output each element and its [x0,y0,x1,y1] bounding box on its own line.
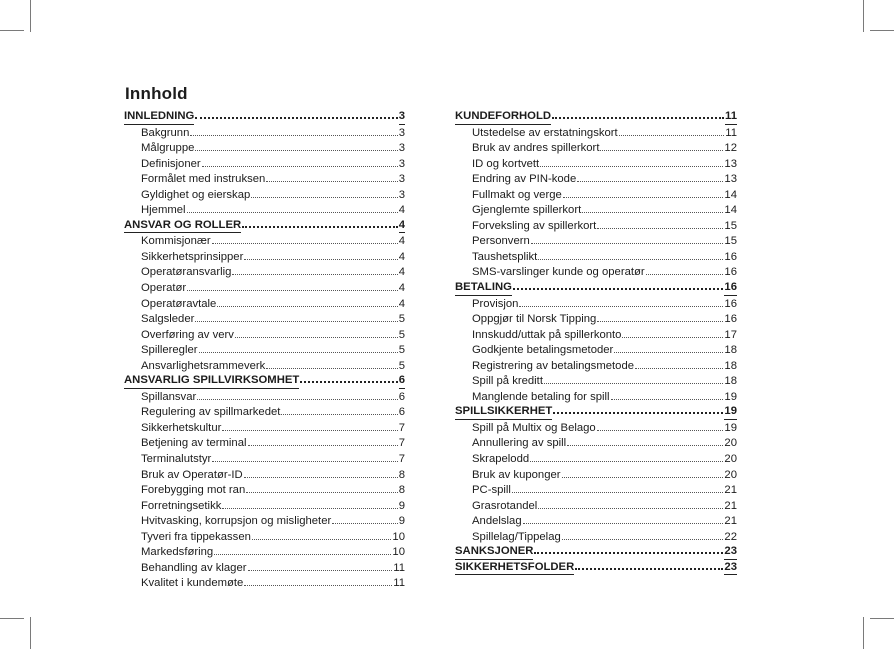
toc-entry-title: Operatøransvarlig [141,266,232,279]
toc-entry-title: Kommisjonær [141,235,211,248]
toc-entry [455,203,737,219]
toc-page-number: 16 [724,250,737,263]
toc-page-number: 21 [724,484,737,497]
toc-entry [124,188,405,204]
toc-entry [124,234,405,250]
crop-mark [0,618,24,619]
toc-entry-title: SMS-varslinger kunde og operatør [472,266,645,279]
toc-entry [124,390,405,406]
toc-section-heading [455,561,737,577]
toc-entry [455,452,737,468]
toc-entry [455,483,737,499]
toc-entry-title: Taushetsplikt [472,250,538,263]
crop-mark [870,618,894,619]
toc-entry-title: Spill på kreditt [472,375,543,388]
toc-entry [455,312,737,328]
toc-entry [124,405,405,421]
dot-leader [244,475,398,478]
toc-entry-title: Spill på Multix og Belago [472,421,596,434]
toc-entry [124,359,405,375]
toc-entry [455,250,737,266]
dot-leader [251,195,397,198]
dot-leader [582,210,723,213]
dot-leader [619,133,725,136]
toc-entry [455,436,737,452]
dot-leader [611,397,724,400]
toc-entry-title: Grasrotandel [472,499,538,512]
toc-page-number: 15 [724,235,737,248]
toc-entry-title: Sikkerhetskultur [141,421,222,434]
toc-page-number: 23 [724,561,737,576]
toc-page-number: 3 [398,126,405,139]
toc-entry [124,297,405,313]
dot-leader [512,490,724,493]
toc-page-number: 10 [392,546,405,559]
toc-entry [455,188,737,204]
toc-entry-title: Hvitvasking, korrupsjon og misligheter [141,515,332,528]
toc-entry-title: Godkjente betalingsmetoder [472,344,614,357]
toc-entry-title: Operatør [141,282,187,295]
toc-page-number: 18 [724,344,737,357]
toc-entry-title: Salgsleder [141,313,195,326]
dot-leader [563,195,724,198]
toc-entry [124,157,405,173]
toc-entry [124,126,405,142]
toc-entry-title: Spillansvar [141,390,197,403]
toc-page-number: 13 [724,173,737,186]
toc-entry [124,483,405,499]
toc-entry [124,561,405,577]
toc-page-number: 20 [724,468,737,481]
toc-entry-title: SIKKERHETSFOLDER [455,561,574,576]
dot-leader [195,115,397,119]
toc-entry [124,436,405,452]
dot-leader [242,224,398,228]
toc-left-column [124,110,405,592]
toc-page-number: 20 [724,453,737,466]
dot-leader [199,350,398,353]
toc-entry [124,452,405,468]
crop-mark [870,30,894,31]
crop-mark [0,30,24,31]
dot-leader [597,319,723,322]
toc-page-number: 8 [398,468,405,481]
toc-page-number: 4 [398,235,405,248]
toc-entry-title: INNLEDNING [124,110,194,125]
toc-page-number: 9 [398,515,405,528]
toc-entry-title: Personvern [472,235,530,248]
toc-entry [455,499,737,515]
toc-page-number: 5 [398,359,405,372]
toc-entry [455,468,737,484]
dot-leader [222,506,397,509]
toc-page-number: 17 [724,328,737,341]
dot-leader [197,397,397,400]
dot-leader [538,257,723,260]
dot-leader [212,459,397,462]
toc-page-number: 18 [724,375,737,388]
toc-entry-title: Regulering av spillmarkedet [141,406,281,419]
toc-entry [124,312,405,328]
toc-entry-title: Spilleregler [141,344,198,357]
dot-leader [600,148,723,151]
toc-page-number: 9 [398,499,405,512]
dot-leader [266,179,397,182]
toc-entry-title: Spillelag/Tippelag [472,530,561,543]
toc-entry-title: Bakgrunn [141,126,190,139]
toc-page-number: 14 [724,188,737,201]
toc-page-number: 19 [724,390,737,403]
toc-section-heading [124,374,405,390]
dot-leader [552,115,724,119]
crop-mark [30,0,31,32]
dot-leader [534,550,723,554]
toc-entry-title: SPILLSIKKERHET [455,405,552,420]
toc-entry [455,530,737,546]
dot-leader [332,521,397,524]
toc-page-number: 4 [398,282,405,295]
dot-leader [187,210,398,213]
toc-page-number: 20 [724,437,737,450]
toc-section-heading [455,281,737,297]
dot-leader [222,428,397,431]
dot-leader [513,286,724,290]
toc-page-number: 6 [399,374,405,389]
toc-page-number: 16 [724,266,737,279]
dot-leader [531,241,724,244]
toc-page-number: 4 [398,266,405,279]
toc-page-number: 21 [724,499,737,512]
toc-page-number: 11 [393,577,405,590]
dot-leader [646,272,724,275]
toc-page-number: 6 [398,390,405,403]
dot-leader [232,272,397,275]
toc-entry-title: Registrering av betalingsmetode [472,359,635,372]
toc-page-number: 23 [724,545,737,560]
toc-page-number: 5 [398,328,405,341]
toc-entry-title: Tyveri fra tippekassen [141,530,251,543]
dot-leader [252,537,392,540]
dot-leader [244,583,392,586]
toc-page-number: 16 [724,281,737,296]
toc-entry [124,530,405,546]
toc-entry-title: Bruk av andres spillerkort [472,142,600,155]
toc-page-number: 10 [392,530,405,543]
toc-page-number: 15 [724,219,737,232]
toc-entry-title: PC-spill [472,484,511,497]
dot-leader [567,443,723,446]
toc-section-heading [124,219,405,235]
toc-entry [455,219,737,235]
toc-entry-title: Kvalitet i kundemøte [141,577,244,590]
dot-leader [195,148,397,151]
crop-mark [863,0,864,32]
toc-entry [455,234,737,250]
toc-entry [455,421,737,437]
toc-section-heading [455,545,737,561]
toc-page-number: 14 [724,204,737,217]
toc-page-number: 19 [724,405,737,420]
toc-entry-title: Hjemmel [141,204,186,217]
toc-page-number: 4 [398,297,405,310]
dot-leader [540,164,723,167]
toc-page-number: 5 [398,344,405,357]
toc-entry [124,514,405,530]
toc-page-number: 11 [725,126,737,139]
toc-entry [124,265,405,281]
toc-entry [124,281,405,297]
toc-entry [124,203,405,219]
toc-entry [124,499,405,515]
dot-leader [214,552,391,555]
dot-leader [266,366,397,369]
dot-leader [562,537,724,540]
toc-page-number: 4 [399,219,405,234]
toc-entry-title: Gyldighet og eierskap [141,188,251,201]
toc-entry-title: Gjenglemte spillerkort [472,204,582,217]
toc-section-heading [455,110,737,126]
dot-leader [597,226,723,229]
toc-entry-title: Betjening av terminal [141,437,247,450]
toc-entry-title: Bruk av Operatør-ID [141,468,243,481]
toc-page-number: 22 [724,530,737,543]
dot-leader [519,304,723,307]
toc-entry-title: Forveksling av spillerkort [472,219,597,232]
toc-entry [124,141,405,157]
toc-page-number: 5 [398,313,405,326]
dot-leader [281,412,397,415]
dot-leader [248,568,393,571]
toc-page-number: 4 [398,250,405,263]
dot-leader [202,164,398,167]
toc-page-number: 4 [398,204,405,217]
page-title: Innhold [125,84,188,103]
toc-entry-title: Ansvarlighetsrammeverk [141,359,266,372]
dot-leader [300,379,397,383]
toc-page-number: 6 [398,406,405,419]
toc-entry-title: Sikkerhetsprinsipper [141,250,244,263]
toc-page-number: 11 [725,110,737,125]
dot-leader [212,241,398,244]
toc-page-number: 12 [724,142,737,155]
dot-leader [622,335,723,338]
dot-leader [544,381,723,384]
dot-leader [577,179,723,182]
toc-entry-title: Behandling av klager [141,561,247,574]
dot-leader [575,566,723,570]
toc-entry-title: Fullmakt og verge [472,188,562,201]
toc-page-number: 3 [398,142,405,155]
toc-entry-title: ANSVAR OG ROLLER [124,219,241,234]
toc-entry-title: KUNDEFORHOLD [455,110,551,125]
toc-section-heading [455,405,737,421]
toc-page-number: 21 [724,515,737,528]
toc-entry [124,172,405,188]
toc-entry-title: Formålet med instruksen [141,173,266,186]
toc-entry [455,514,737,530]
dot-leader [235,335,398,338]
toc-page-number: 7 [398,421,405,434]
crop-mark [30,617,31,649]
toc-entry-title: Innskudd/uttak på spillerkonto [472,328,622,341]
toc-page-number: 3 [398,157,405,170]
toc-entry [455,297,737,313]
dot-leader [246,490,397,493]
dot-leader [190,133,397,136]
toc-page-number: 3 [398,173,405,186]
toc-entry [455,328,737,344]
toc-entry [124,328,405,344]
dot-leader [538,506,723,509]
toc-entry-title: Bruk av kuponger [472,468,561,481]
dot-leader [195,319,397,322]
toc-entry [455,390,737,406]
crop-mark [863,617,864,649]
dot-leader [597,428,724,431]
toc-section-heading [124,110,405,126]
dot-leader [217,304,397,307]
dot-leader [530,459,723,462]
toc-entry-title: Utstedelse av erstatningskort [472,126,618,139]
toc-right-column [455,110,737,576]
toc-page-number: 19 [724,421,737,434]
toc-entry [124,343,405,359]
dot-leader [635,366,723,369]
toc-page-number: 16 [724,297,737,310]
toc-entry [455,172,737,188]
toc-entry-title: BETALING [455,281,512,296]
toc-page-number: 11 [393,561,405,574]
toc-entry [124,250,405,266]
toc-entry-title: Overføring av verv [141,328,234,341]
toc-page-number: 7 [398,453,405,466]
toc-entry-title: Endring av PIN-kode [472,173,577,186]
toc-page-number: 7 [398,437,405,450]
toc-entry-title: Skrapelodd [472,453,530,466]
dot-leader [614,350,723,353]
dot-leader [553,410,723,414]
toc-entry [455,157,737,173]
toc-entry-title: Forretningsetikk [141,499,222,512]
toc-entry [455,126,737,142]
toc-entry [455,141,737,157]
toc-entry-title: Andelslag [472,515,522,528]
dot-leader [244,257,397,260]
dot-leader [248,443,398,446]
toc-entry [124,545,405,561]
toc-entry [455,343,737,359]
toc-entry [455,265,737,281]
toc-entry-title: ANSVARLIG SPILLVIRKSOMHET [124,374,299,389]
toc-entry-title: Markedsføring [141,546,214,559]
toc-entry-title: Annullering av spill [472,437,567,450]
toc-page-number: 13 [724,157,737,170]
toc-page-number: 8 [398,484,405,497]
dot-leader [523,521,724,524]
toc-entry [124,576,405,592]
toc-entry-title: Definisjoner [141,157,201,170]
toc-entry [124,468,405,484]
toc-entry [455,359,737,375]
dot-leader [562,475,724,478]
toc-entry-title: Manglende betaling for spill [472,390,610,403]
toc-page-number: 16 [724,313,737,326]
toc-entry-title: ID og kortvett [472,157,540,170]
toc-entry-title: Oppgjør til Norsk Tipping [472,313,597,326]
toc-page-number: 3 [399,110,405,125]
toc-entry-title: Operatøravtale [141,297,217,310]
toc-entry-title: Provisjon [472,297,519,310]
toc-entry [124,421,405,437]
toc-entry-title: SANKSJONER [455,545,533,560]
toc-entry-title: Målgruppe [141,142,195,155]
dot-leader [187,288,398,291]
toc-entry-title: Forebygging mot ran [141,484,246,497]
toc-page-number: 18 [724,359,737,372]
toc-entry-title: Terminalutstyr [141,453,212,466]
toc-page-number: 3 [398,188,405,201]
toc-entry [455,374,737,390]
